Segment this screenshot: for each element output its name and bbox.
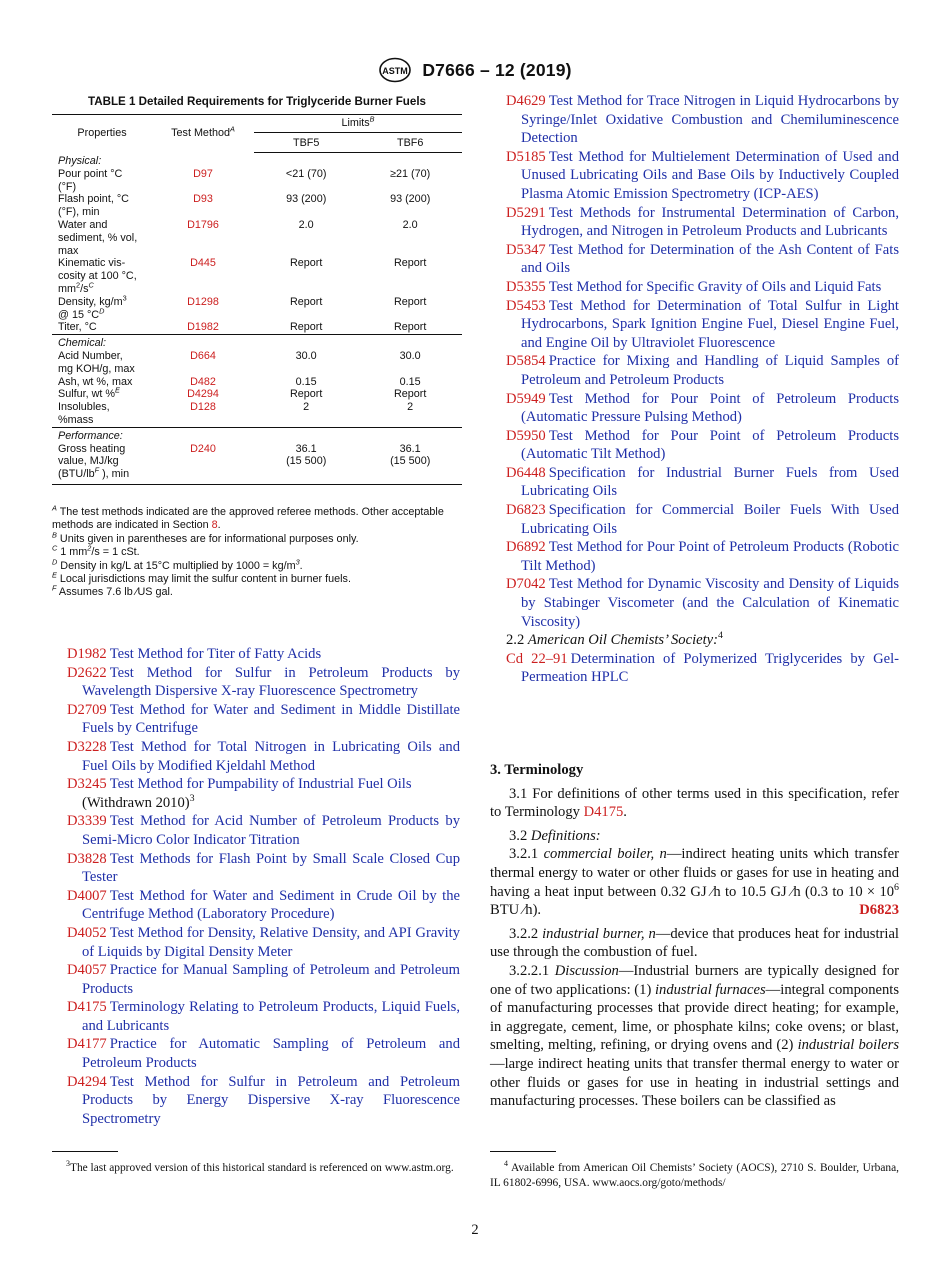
reference-item[interactable]: D5355 Test Method for Specific Gravity of Oils and Liquid Fats xyxy=(506,278,882,295)
referenced-documents-right xyxy=(506,92,899,687)
section-performance: Performance: xyxy=(52,427,462,442)
svg-text:ASTM: ASTM xyxy=(382,66,409,76)
footnote-4: $^4$ Available from American Oil Chemists’ Society (AOCS), 2710 S. Boulder, Urbana, IL 61802-6996, USA. www.aocs.org/goto/methods/ xyxy=(490,1159,900,1189)
section-link[interactable]: 8 xyxy=(211,519,218,532)
col-limits: Limits$^B$ xyxy=(254,115,462,133)
requirements-table xyxy=(52,114,462,485)
method-link[interactable]: D93 xyxy=(193,193,213,206)
method-link[interactable]: D4294 xyxy=(187,388,219,401)
table-row: Acid Number, mg KOH/g, max D664 30.0 30.0 xyxy=(58,349,421,375)
terminology-section xyxy=(490,761,899,1111)
table-row: Kinematic vis- cosity at 100 °C, $mm^2/s^C$ D445 Report Report xyxy=(58,257,427,295)
method-link[interactable]: D1982 xyxy=(187,321,219,334)
col-tbf5: TBF5 xyxy=(254,133,358,153)
referenced-documents-left xyxy=(67,645,460,1128)
method-link[interactable]: D664 xyxy=(190,349,216,362)
reference-item[interactable]: D2709 Test Method for Water and Sediment in Middle Distillate Fuels by Centrifuge xyxy=(67,701,460,737)
footnote-rule xyxy=(52,1151,118,1152)
page-header xyxy=(0,57,950,83)
method-link[interactable]: D97 xyxy=(193,167,213,180)
table-row: Titer, °C D1982 Report Report xyxy=(58,321,427,334)
reference-item[interactable]: D4177 Practice for Automatic Sampling of Petroleum and Petroleum Products xyxy=(67,1036,460,1072)
reference-item[interactable]: D6892 Test Method for Pour Point of Petroleum Products (Robotic Tilt Method) xyxy=(506,539,899,574)
reference-item[interactable]: D5854 Practice for Mixing and Handling of Liquid Samples of Petroleum and Petroleum Products xyxy=(506,353,899,388)
reference-item[interactable]: D5291 Test Methods for Instrumental Determination of Carbon, Hydrogen, and Nitrogen in Petroleum Products and Lubricants xyxy=(506,204,899,240)
table-row: Water and sediment, % vol, max D1796 2.0 2.0 xyxy=(58,218,418,257)
table-row: Sulfur, wt %$^E$ D4294 Report Report xyxy=(58,385,427,401)
table-row: Gross heating value, MJ/kg ($BTU/lb^F$ ), min D240 36.1 (15 500) 36.1 (15 500) xyxy=(52,443,462,485)
d6823-link[interactable]: D6823 xyxy=(859,902,899,919)
reference-item[interactable]: D5347 Test Method for Determination of the Ash Content of Fats and Oils xyxy=(506,241,899,277)
paragraph-3-2-1: 3.2.1 commercial boiler, n—indirect heating units which transfer thermal energy to water or other fluids or gases for use in heating and having a heat input between 0.32 GJ ⁄h to 10.5 GJ ⁄h (0.3 to $10 \times 10^6$ BTU ⁄h). D6823 xyxy=(490,846,900,919)
reference-item[interactable]: D2622 Test Method for Sulfur in Petroleum Products by Wavelength Dispersive X-ray Fluorescence Spectrometry xyxy=(67,664,460,700)
reference-item[interactable]: D4007 Test Method for Water and Sediment in Crude Oil by the Centrifuge Method (Laboratory Procedure) xyxy=(67,887,460,923)
paragraph-3-2-2: 3.2.2 industrial burner, n—device that produces heat for industrial use through the combustion of fuel. xyxy=(490,925,899,961)
astm-logo xyxy=(378,57,412,83)
method-link[interactable]: D128 xyxy=(190,401,216,414)
reference-item[interactable]: D5453 Test Method for Determination of Total Sulfur in Light Hydrocarbons, Spark Ignition Engine Fuel, Diesel Engine Fuel, and Engine Oil by Ultraviolet Fluorescence xyxy=(506,297,899,351)
reference-item[interactable]: D7042 Test Method for Dynamic Viscosity and Density of Liquids by Stabinger Viscometer (and the Calculation of Kinematic Viscosity) xyxy=(506,576,899,630)
reference-item[interactable]: D1982 Test Method for Titer of Fatty Acids xyxy=(67,646,322,662)
col-test-method: Test Method$^A$ xyxy=(152,115,254,153)
paragraph-3-2-2-1: 3.2.2.1 Discussion—Industrial burners are typically designed for one of two applications: (1) industrial furnaces—integral components of manufacturing processes that provide direct heating; for example, in aggregate, cement, lime, or phosphate kilns; coke ovens; or blast, smelting, melting, refining, or drying ovens and (2) industrial boilers—large indirect heating units that transfer thermal energy to water or other fluids or gases for use in heating in industrial settings and manufacturing processes. These boilers can be classified as xyxy=(490,962,900,1110)
section-chemical: Chemical: xyxy=(52,335,462,350)
reference-item[interactable]: D4294 Test Method for Sulfur in Petroleum and Petroleum Products by Energy Dispersive X-ray Fluorescence Spectrometry xyxy=(67,1073,460,1127)
paragraph-3-2: 3.2 Definitions: xyxy=(509,827,601,844)
table-notes: $^A$ The test methods indicated are the approved referee methods. Other acceptable methods are indicated in Section 8. $^B$ Units given in parentheses are for informational purposes only. $^C$ 1 $mm^2/s = 1$ cSt. $^D$ Density in kg/L at 15°C multiplied by $1000 = kg/m^3$. $^E$ Local jurisdictions may limit the sulfur content in burner fuels. $^F$ Assumes 7.6 lb ⁄US gal. xyxy=(52,503,444,599)
reference-item[interactable]: D3339 Test Method for Acid Number of Petroleum Products by Semi-Micro Color Indicator Titration xyxy=(67,813,460,848)
footnote-ref[interactable]: 3 xyxy=(189,792,195,804)
reference-item[interactable]: D5950 Test Method for Pour Point of Petroleum Products (Automatic Tilt Method) xyxy=(506,427,899,463)
section-heading: 3. Terminology xyxy=(490,762,584,778)
table-row: Ash, wt %, max D482 0.15 0.15 xyxy=(58,375,421,388)
reference-item[interactable]: D3228 Test Method for Total Nitrogen in Lubricating Oils and Fuel Oils by Modified Kjeldahl Method xyxy=(67,738,460,774)
method-link[interactable]: D445 xyxy=(190,257,216,270)
method-link[interactable]: D1796 xyxy=(187,218,219,231)
reference-item[interactable]: D4052 Test Method for Density, Relative Density, and API Gravity of Liquids by Digital Density Meter xyxy=(67,924,460,960)
page-number: 2 xyxy=(471,1222,479,1238)
method-link[interactable]: D240 xyxy=(152,443,254,485)
method-link[interactable]: D1298 xyxy=(187,295,219,308)
footnote-3: $^3$The last approved version of this historical standard is referenced on www.astm.org. xyxy=(66,1159,454,1174)
table-row: Insolubles, %mass D128 2 2 xyxy=(58,401,414,426)
footnote-rule xyxy=(490,1151,556,1152)
footnote-ref[interactable]: 4 xyxy=(718,630,723,642)
reference-item[interactable]: D4175 Terminology Relating to Petroleum Products, Liquid Fuels, and Lubricants xyxy=(67,999,460,1034)
reference-item[interactable]: D4057 Practice for Manual Sampling of Petroleum and Petroleum Products xyxy=(67,962,460,997)
table-row: Pour point °C (°F) D97 <21 (70) ≥21 (70) xyxy=(58,167,431,193)
section-physical: Physical: xyxy=(58,155,102,167)
designation: D7666 – 12 (2019) xyxy=(422,59,572,80)
table-row: Flash point, °C (°F), min D93 93 (200) 93 (200) xyxy=(58,193,431,219)
reference-item[interactable]: D5949 Test Method for Pour Point of Petroleum Products (Automatic Pressure Pulsing Method) xyxy=(506,390,899,426)
d4175-link[interactable]: D4175 xyxy=(583,804,624,821)
reference-item[interactable]: D4629 Test Method for Trace Nitrogen in Liquid Hydrocarbons by Syringe/Inlet Oxidative Combustion and Chemiluminescence Detection xyxy=(506,93,899,147)
reference-item[interactable]: D6823 Specification for Commercial Boiler Fuels With Used Lubricating Oils xyxy=(506,502,899,537)
col-tbf6: TBF6 xyxy=(358,133,462,153)
reference-item[interactable]: Cd 22–91 Determination of Polymerized Triglycerides by Gel-Permeation HPLC xyxy=(506,650,899,686)
paragraph-3-1: 3.1 For definitions of other terms used in this specification, refer to Terminology D4175. xyxy=(490,785,899,821)
col-properties: Properties xyxy=(52,115,152,153)
table-title: TABLE 1 Detailed Requirements for Triglyceride Burner Fuels xyxy=(87,95,427,108)
reference-item[interactable]: D3828 Test Methods for Flash Point by Small Scale Closed Cup Tester xyxy=(67,850,460,886)
reference-item[interactable]: D3245 Test Method for Pumpability of Industrial Fuel Oils (Withdrawn 2010)$^3$ xyxy=(67,776,412,811)
aocs-heading: 2.2 American Oil Chemists’ Society:$^4$ xyxy=(506,630,723,649)
table-row: Density, $kg/m^3$ @ 15 $^\circ C^D$ D1298 Report Report xyxy=(58,293,427,321)
method-link[interactable]: D482 xyxy=(190,375,216,388)
reference-item[interactable]: D6448 Specification for Industrial Burner Fuels from Used Lubricating Oils xyxy=(506,464,899,500)
reference-item[interactable]: D5185 Test Method for Multielement Determination of Used and Unused Lubricating Oils and Base Oils by Inductively Coupled Plasma Atomic Emission Spectrometry (ICP-AES) xyxy=(506,148,899,202)
